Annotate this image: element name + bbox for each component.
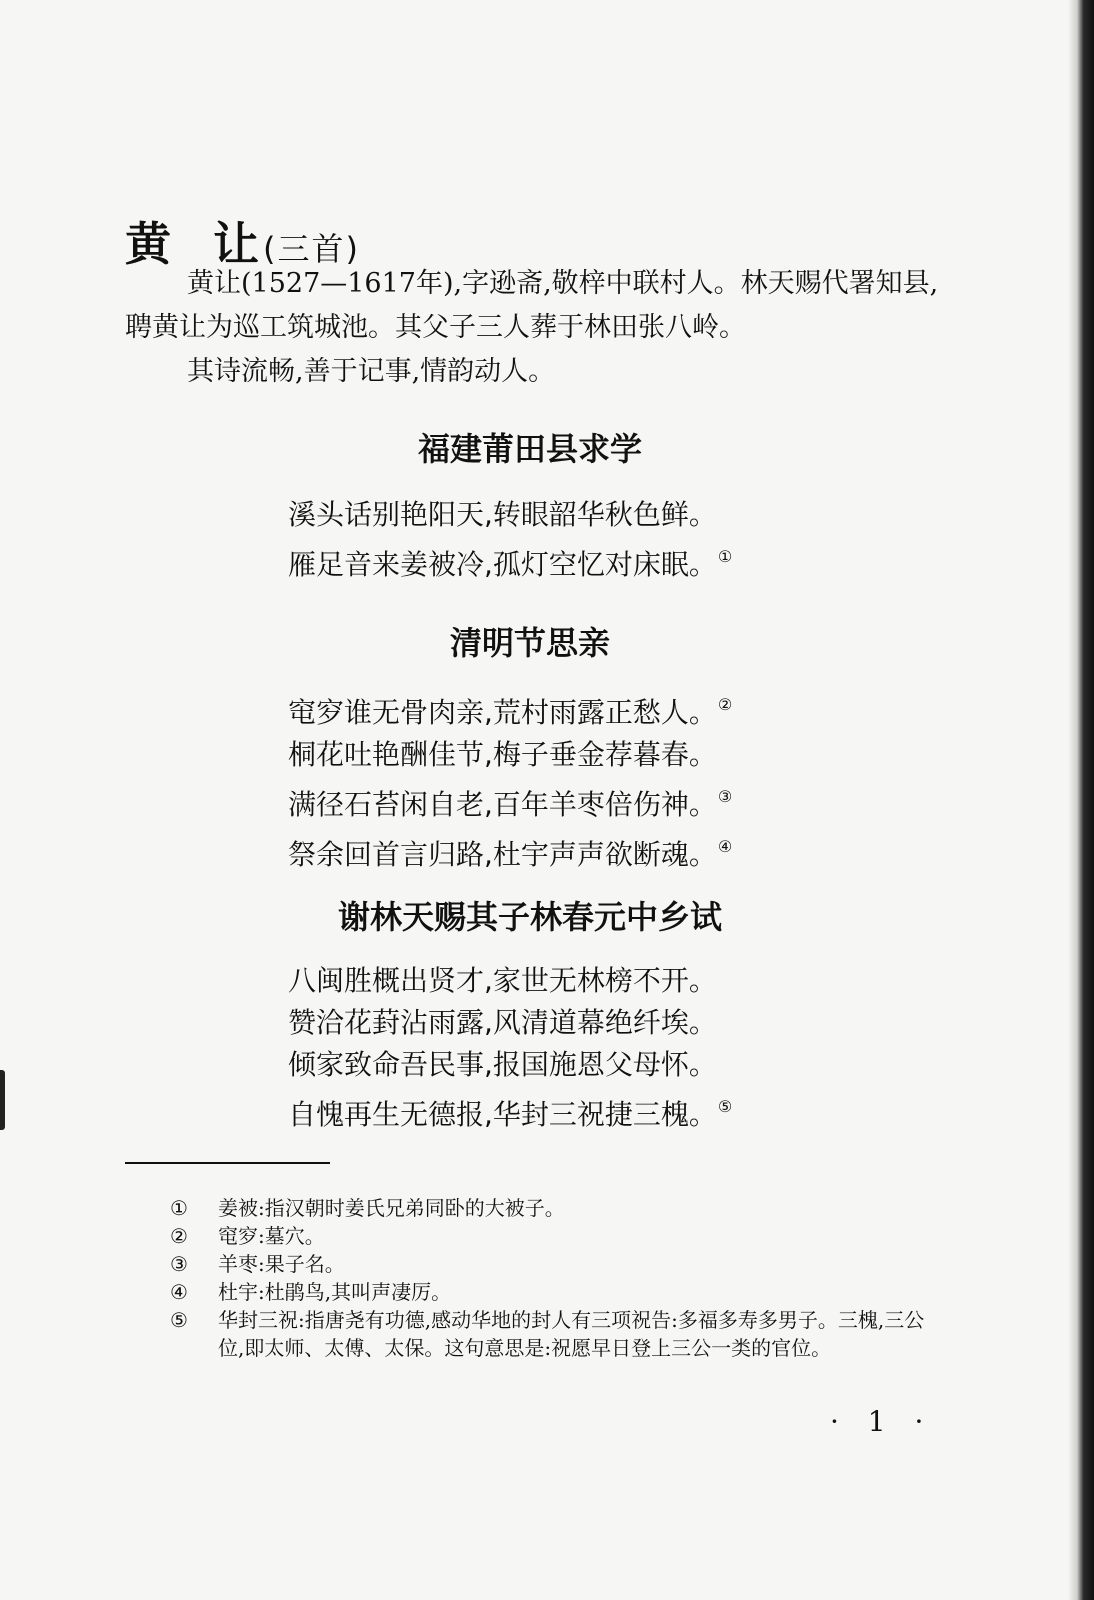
scan-edge [1068,0,1094,1600]
poem-line [288,494,732,536]
author-name-char-2: 让 [213,217,261,271]
bio-paragraph-1: 黄让(1527—1617年),字逊斋,敬梓中联村人。林天赐代署知县,聘黄让为巡工筑城池。其父子三人葬于林田张八岭。 [125,268,939,343]
footnote-number: ③ [170,1252,188,1276]
poem-line-text: 自愧再生无德报,华封三祝捷三槐。 [288,1098,717,1131]
footnote-text: 华封三祝:指唐尧有功德,感动华地的封人有三项祝告:多福多寿多男子。三槐,三公位,即太师、太傅、太保。这句意思是:祝愿早日登上三公一类的官位。 [218,1308,925,1360]
footnote-item [170,1194,950,1222]
poem-line [288,960,732,1002]
poem-line-text: 倾家致命吾民事,报国施恩父母怀。 [288,1048,717,1081]
footnote-text: 杜宇:杜鹃鸟,其叫声凄厉。 [218,1280,452,1304]
poem-line-text: 桐花吐艳酬佳节,梅子垂金荐暮春。 [288,738,717,771]
poem-line-text: 满径石苔闲自老,百年羊枣倍伤神。 [288,788,717,821]
poem-line [288,1044,732,1086]
poem-title-3: 谢林天赐其子林春元中乡试 [337,898,722,936]
footnote-marker: ② [717,695,733,714]
scan-mark [0,1070,5,1130]
poem-line-text: 雁足音来姜被冷,孤灯空忆对床眠。 [288,548,717,581]
footnote-number: ② [170,1224,188,1248]
author-biography [125,262,945,394]
poem-count: (三首) [263,230,360,268]
footnote-marker: ⑤ [717,1097,733,1116]
footnote-text: 窀穸:墓穴。 [218,1224,325,1248]
footnote-item [170,1222,950,1250]
footnote-number: ⑤ [170,1308,188,1332]
poem-line [288,1086,732,1136]
footnote-text: 姜被:指汉朝时姜氏兄弟同卧的大被子。 [218,1196,565,1220]
poem-line [288,684,732,734]
poem-title-2: 清明节思亲 [449,624,610,662]
poem-line [288,536,732,586]
poem-line-text: 赞洽花葑沾雨露,风清道幕绝纤埃。 [288,1006,717,1039]
poem-line-text: 窀穸谁无骨肉亲,荒村雨露正愁人。 [288,696,717,729]
author-name-char-1: 黄 [125,217,173,271]
footnote-divider [125,1162,330,1164]
footnote-marker: ④ [717,837,733,856]
poem-line [288,734,732,776]
poem-line [288,776,732,826]
poem-line-text: 祭余回首言归路,杜宇声声欲断魂。 [288,838,717,871]
footnote-number: ④ [170,1280,188,1304]
poem-line [288,826,732,876]
footnote-item [170,1278,950,1306]
bio-paragraph-2: 其诗流畅,善于记事,情韵动人。 [187,356,556,387]
poem-line-text: 溪头话别艳阳天,转眼韶华秋色鲜。 [288,498,717,531]
poem-body-3 [288,960,732,1136]
poem-title-1: 福建莆田县求学 [417,430,642,468]
footnote-text: 羊枣:果子名。 [218,1252,345,1276]
poem-body-1 [288,494,732,586]
page-number: · 1 · [830,1405,934,1438]
footnotes [170,1194,950,1362]
poem-line [288,1002,732,1044]
poem-body-2 [288,684,732,876]
poem-line-text: 八闽胜概出贤才,家世无林榜不开。 [288,964,717,997]
footnote-item [170,1250,950,1278]
footnote-marker: ① [717,547,733,566]
footnote-item [170,1306,950,1362]
footnote-marker: ③ [717,787,733,806]
footnote-number: ① [170,1196,188,1220]
